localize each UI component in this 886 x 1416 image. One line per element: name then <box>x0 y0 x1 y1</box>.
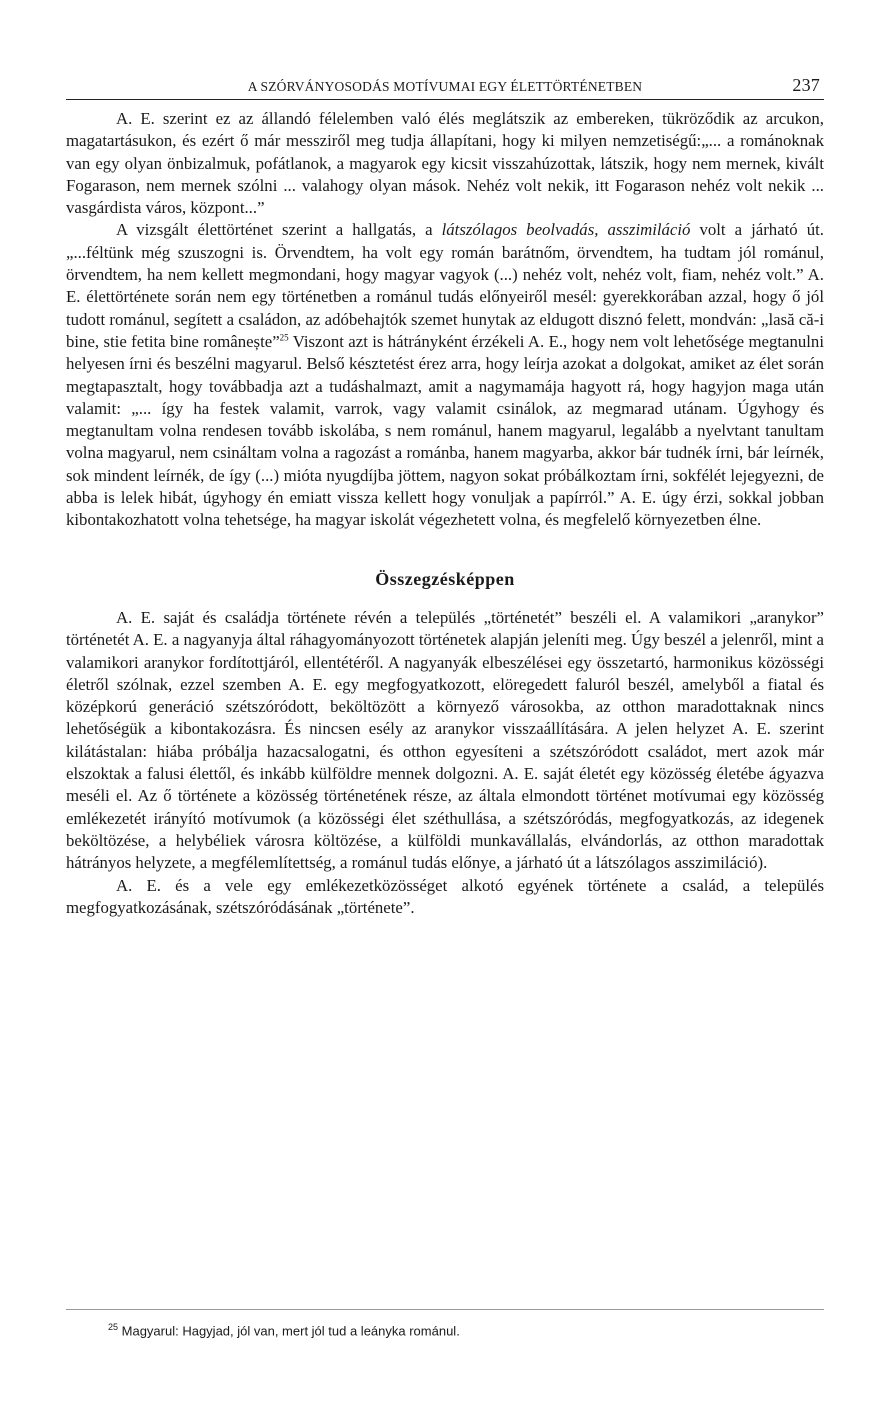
footnote <box>108 1322 460 1338</box>
text-run: Viszont azt is hátrányként érzékeli A. E., hogy nem volt lehetősége megtanulni helyesen írni és beszélni magyarul. Belső késztetést érez arra, hogy leírja azokat a dolgokat, amiket az élet során megtapasztalt, hogy továbbadja azt a tudáshalmazt, amit a nagymamája hagyott rá, hogy hagyjon maga után valamit: „... így ha festek valamit, varrok, vagy valamit csinálok, az megmarad utánam. Úgyhogy és megtanultam volna rendesen tovább iskolába, s nem románul, hanem magyarul, legalább a nyelvtant tanultam volna magyarul, nem csináltam volna a ragozást a románba, hanem magyarba, akkor bár tudnék írni, bár leírnék, sok mindent leírnék, de így (...) mióta nyugdíjba jöttem, nagyon sokat próbálkoztam írni, sokfélét lejegyezni, de abba is lelek hibát, úgyhogy én emiatt vissza kellett hogy vonuljak a papírról.” A. E. úgy érzi, sokkal jobban kibontakozhatott volna tehetsége, ha magyar iskolát végezhetett volna, és megfelelő környezetben élne. <box>66 331 824 530</box>
paragraph: A. E. és a vele egy emlékezetközösséget alkotó egyének története a család, a település megfogyatkozásának, szétszóródásának „története”. <box>66 875 824 917</box>
paragraph: A. E. saját és családja története révén a település „történetét” beszéli el. A valamikori „aranykor” történetét A. E. a nagyanyja által ráhagyományozott történetek alapján jeleníti meg. Úgy beszél a jelenről, mint a valamikori aranykor fordítottjáról, ellentétéről. A nagyanyák elbeszélései egy összetartó, harmonikus közösségi életről szólnak, ezzel szemben A. E. egy megfogyatkozott, elöregedett faluról beszél, amelyből a fiatal és középkorú generáció szétszóródott, beköltözött a környező városokba, az otthon maradottaknak nincs lehetőségük a kibontakozásra. És nincsen esély az aranykor visszaállítására. A jelen helyzet A. E. szerint kilátástalan: hiába próbálja hazacsalogatni, és otthon egyesíteni a szétszóródott családot, mert azok már elszoktak a falusi élettől, és inkább külföldre mennek dolgozni. A. E. saját életét egy közösség életébe ágyazva meséli el. Az ő története a közösség történetének része, az általa elmondott történet motívumai egy közösség emlékezetét irányító motívumok (a közösségi élet széthullása, a szétszóródás, megfogyatkozás, az idegenek beköltözése, a helybéliek városra költözése, a külföldi munkavállalás, elvándorlás, az otthon maradottak hátrányos helyzete, a megfélemlítettség, a románul tudás előnye, a járható út a látszólagos asszimiláció). <box>66 607 824 873</box>
main-text <box>66 108 824 919</box>
footnote-text: Magyarul: Hagyjad, jól van, mert jól tud a leányka románul. <box>121 1323 460 1339</box>
footnote-divider <box>66 1309 824 1310</box>
footnote-number: 25 <box>108 1322 119 1332</box>
italic-phrase: látszólagos beolvadás, asszimiláció <box>441 220 691 240</box>
page-number: 237 <box>792 75 820 95</box>
running-header <box>66 77 824 100</box>
text-run: A vizsgált élettörténet szerint a hallgatás, a <box>116 220 442 240</box>
running-title: A SZÓRVÁNYOSODÁS MOTÍVUMAI EGY ÉLETTÖRTÉNETBEN <box>247 79 643 94</box>
paragraph <box>66 219 824 531</box>
text-run: volt a járható út. „...féltünk még szuszogni is. Örvendtem, ha volt egy román barátnőm, örvendtem, ha tudtam jól románul, örvendtem, ha nem kellett megmondani, hogy magyar vagyok (...) nehéz volt, nehéz volt, fiam, nehéz volt.” A. E. élettörténete során nem egy történetben a románul tudás előnyeiről mesél: gyerekkorában azzal, hogy ő jól tudott románul, segített a családon, az adóbehajtók szemet hunytak az eldugott disznó felett, mondván: „lasă că-i bine, stie fetita bine românește” <box>66 220 824 351</box>
paragraph: A. E. szerint ez az állandó félelemben való élés meglátszik az embereken, tükröződik az arcukon, magatartásukon, és ezért ő már messziről meg tudja állapítani, hogy ki milyen nemzetiségű:„... a románoknak van egy olyan önbizalmuk, pofátlanok, a magyarok egy kicsit visszahúzottak, látszik, hogy nem mernek, kivált Fogarason, nem mernek szólni ... valahogy olyan mások. Nehéz volt nekik, itt Fogarason nehéz volt nekik ... vasgárdista város, központ...” <box>66 109 824 218</box>
section-heading: Összegzésképpen <box>375 568 515 589</box>
footnote-ref[interactable]: 25 <box>279 332 289 343</box>
